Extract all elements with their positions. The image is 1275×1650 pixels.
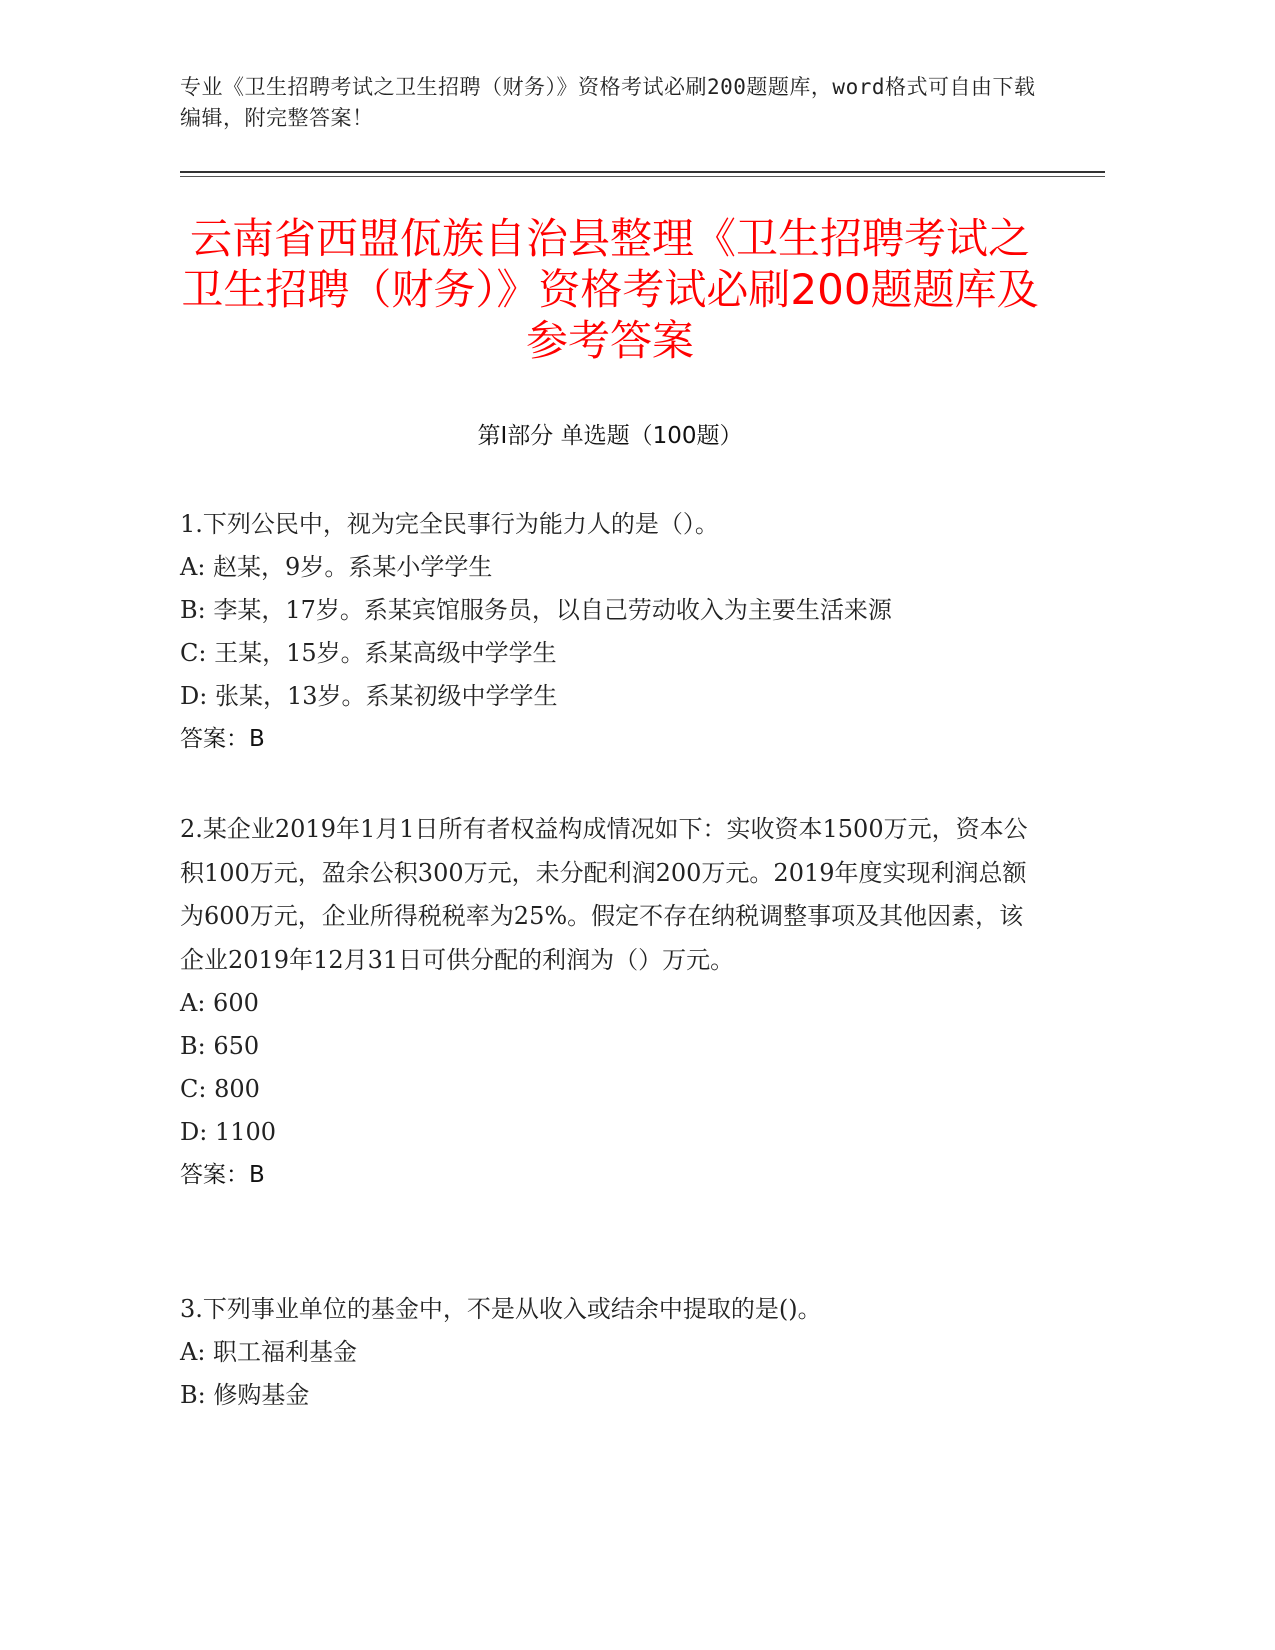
option-d: D: 1100 — [180, 1118, 277, 1146]
option-a: A: 600 — [180, 989, 259, 1017]
header-note: 专业《卫生招聘考试之卫生招聘（财务）》资格考试必刷200题题库，word格式可自由下载编辑，附完整答案！ — [180, 75, 1036, 130]
question-stem: 2.某企业2019年1月1日所有者权益构成情况如下：实收资本1500万元，资本公积100万元，盈余公积300万元，未分配利润200万元。2019年度实现利润总额为600万元，企业所得税税率为25%。假定不存在纳税调整事项及其他因素，该企业2019年12月31日可供分配的利润为（）万元。 — [180, 815, 1028, 974]
option-c: C: 王某，15岁。系某高级中学学生 — [180, 639, 557, 667]
section-heading: 第Ⅰ部分 单选题（100题） — [477, 423, 743, 449]
option-a: A: 赵某，9岁。系某小学学生 — [180, 553, 493, 581]
question-3 — [180, 1288, 1040, 1417]
question-stem: 3.下列事业单位的基金中，不是从收入或结余中提取的是()。 — [180, 1295, 822, 1323]
question-2 — [180, 808, 1040, 1197]
answer: 答案：B — [180, 1162, 265, 1188]
option-b: B: 修购基金 — [180, 1381, 310, 1409]
option-b: B: 李某，17岁。系某宾馆服务员，以自己劳动收入为主要生活来源 — [180, 596, 892, 624]
option-a: A: 职工福利基金 — [180, 1338, 358, 1366]
answer: 答案：B — [180, 726, 265, 752]
header-divider — [180, 171, 1105, 173]
option-c: C: 800 — [180, 1075, 260, 1103]
question-1 — [180, 503, 1040, 761]
document-title: 云南省西盟佤族自治县整理《卫生招聘考试之卫生招聘（财务）》资格考试必刷200题题库及参考答案 — [181, 214, 1039, 365]
question-stem: 1.下列公民中，视为完全民事行为能力人的是（）。 — [180, 510, 719, 538]
option-d: D: 张某，13岁。系某初级中学学生 — [180, 682, 558, 710]
header-divider-thin — [180, 176, 1105, 177]
option-b: B: 650 — [180, 1032, 260, 1060]
